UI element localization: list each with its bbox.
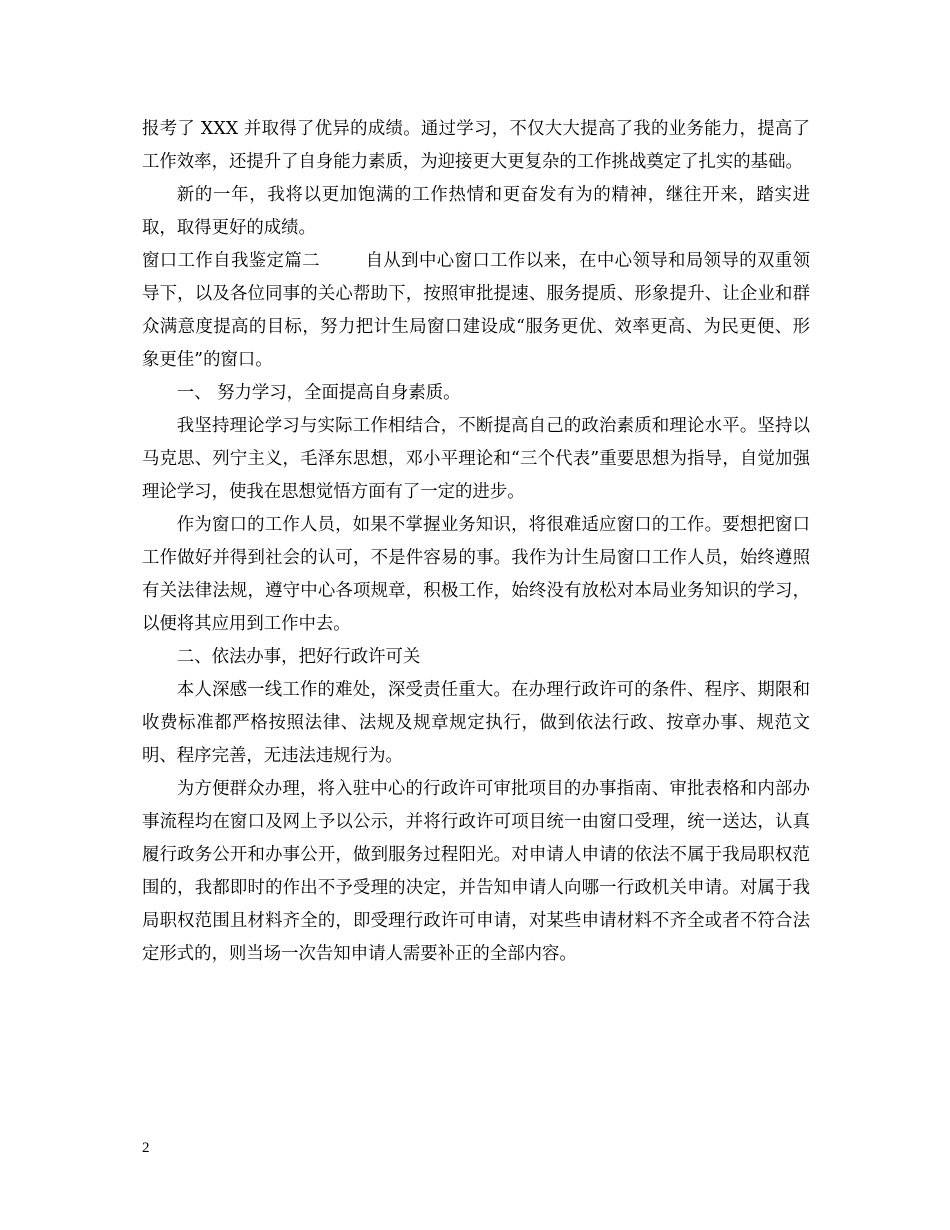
paragraph-2: 新的一年，我将以更加饱满的工作热情和更奋发有为的精神，继往开来，踏实进取，取得更好的成绩。 xyxy=(142,185,810,238)
paragraph-5: 作为窗口的工作人员，如果不掌握业务知识，将很难适应窗口的工作。要想把窗口工作做好并得到社会的认可，不是件容易的事。我作为计生局窗口工作人员，始终遵照有关法律法规，遵守中心各项规章，积极工作，始终没有放松对本局业务知识的学习，以便将其应用到工作中去。 xyxy=(142,515,810,634)
paragraph-7: 为方便群众办理，将入驻中心的行政许可审批项目的办事指南、审批表格和内部办事流程均在窗口及网上予以公示，并将行政许可项目统一由窗口受理，统一送达，认真履行政务公开和办事公开，做到服务过程阳光。对申请人申请的依法不属于我局职权范围的，我都即时的作出不予受理的决定，并告知申请人向哪一行政机关申请。对属于我局职权范围且材料齐全的，即受理行政许可申请，对某些申请材料不齐全或者不符合法定形式的，则当场一次告知申请人需要补正的全部内容。 xyxy=(142,779,810,964)
document-body xyxy=(142,113,810,971)
section-heading-2: 二、依法办事，把好行政许可关 xyxy=(176,647,421,667)
paragraph-4: 我坚持理论学习与实际工作相结合，不断提高自己的政治素质和理论水平。坚持以马克思、列宁主义，毛泽东思想，邓小平理论和“三个代表”重要思想为指导，自觉加强理论学习，使我在思想觉悟方面有了一定的进步。 xyxy=(142,416,810,502)
section-heading-1: 一、 努力学习，全面提高自身素质。 xyxy=(176,383,461,403)
paragraph-1: 报考了 XXX 并取得了优异的成绩。通过学习，不仅大大提高了我的业务能力，提高了工作效率，还提升了自身能力素质，为迎接更大更复杂的工作挑战奠定了扎实的基础。 xyxy=(142,119,810,172)
paragraph-6: 本人深感一线工作的难处，深受责任重大。在办理行政许可的条件、程序、期限和收费标准都严格按照法律、法规及规章规定执行，做到依法行政、按章办事、规范文明、程序完善，无违法违规行为。 xyxy=(142,680,810,766)
paragraph-3-text: 自从到中心窗口工作以来，在中心领导和局领导的双重领导下，以及各位同事的关心帮助下，按照审批提速、服务提质、形象提升、让企业和群众满意度提高的目标，努力把计生局窗口建设成“服务更优、效率更高、为民更便、形象更佳”的窗口。 xyxy=(142,251,810,370)
section-title: 窗口工作自我鉴定篇二 xyxy=(142,251,320,271)
paragraph-3 xyxy=(142,245,810,377)
page-number: 2 xyxy=(142,1140,150,1156)
